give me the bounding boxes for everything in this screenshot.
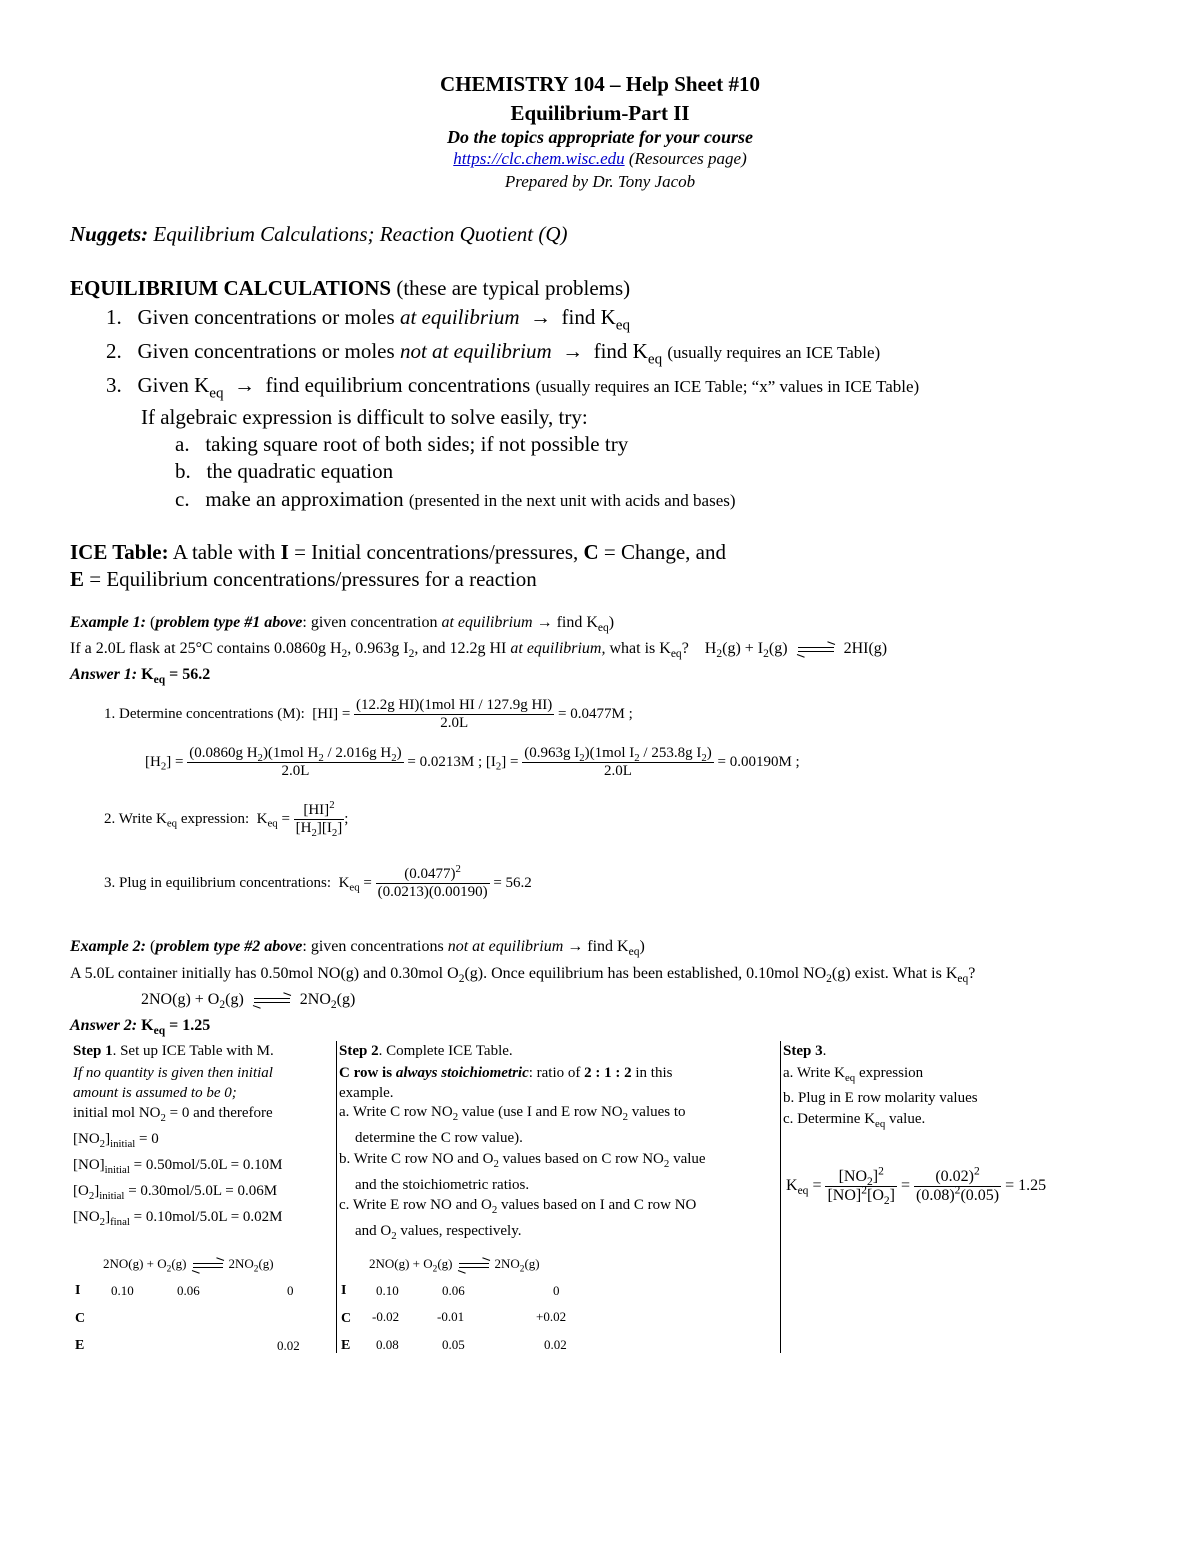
ice-table-1-cell: 0 [287,1283,294,1298]
ice-table-2-reaction: $2NO(g) + O_2(g)$ $2NO_2(g)$ [369,1256,540,1275]
author-line: Prepared by Dr. Tony Jacob [504,172,696,191]
ice-table-1-cell: 0.10 [111,1283,134,1298]
example-2-title: Example 2: (problem type #2 above: given concentrations not at equilibrium → find $K_{eq}$) [70,938,645,959]
ex1-step-1: 1. Determine concentrations (M): [HI] = $\frac{\text{(12.2g HI)(1mol HI / 127.9g HI)}}{2.0L}$ = 0.0477M ; [104,697,633,731]
equilibrium-arrow-icon [254,995,290,1005]
page-title: CHEMISTRY 104 – Help Sheet #10 [440,72,760,96]
example-1-title: Example 1: (problem type #1 above: given concentration at equilibrium → find $K_{eq}$) [70,614,615,635]
ice-table-1-reaction: $2NO(g) + O_2(g)$ $2NO_2(g)$ [103,1256,274,1275]
step-2-c: c. Write E row NO and $O_2$ values based on I and C row NO [339,1197,697,1216]
equilibrium-arrow-icon [798,644,834,654]
eq-calc-title: EQUILIBRIUM CALCULATIONS [70,276,392,300]
nuggets-line [70,222,568,247]
ice-table-2-label-i: I [341,1283,347,1298]
ice-table-2-cell: 0.10 [376,1283,399,1298]
step-2-c-row: C row is always stoichiometric: ratio of 2 : 1 : 2 in this [339,1065,673,1081]
step-2-example: example. [339,1085,394,1101]
hi-fraction: $\frac{\text{(12.2g HI)(1mol HI / 127.9g HI)}}{2.0L}$ [356,697,553,731]
no2-final: $[NO_2]_{final} = 0.10mol/5.0L = 0.02M$ [73,1209,283,1228]
example-1-question: If a 2.0L flask at 25°C contains 0.0860g $H_2$, 0.963g $I_2$, and 12.2g HI at equilibrium, what is $K_{eq}$? $H_2(g) + I_2(g)$ 2HI(g) [70,640,888,661]
ice-table-1-label-c: C [75,1311,86,1326]
ex1-step-2: 2. Write $K_{eq}$ expression: $K_{eq}$ = $\frac{[HI]^2}{[H_2][I_2]}$ ; [104,799,349,839]
answer-1: Answer 1: $K_{eq} = 56.2$ [70,666,211,687]
step-2-title: Step 2. Complete ICE Table. [339,1043,513,1059]
example-1-reaction: $H_2(g) + I_2(g)$ 2HI(g) [704,640,888,661]
no2-initial: $[NO_2]_{initial} = 0$ [73,1131,159,1150]
eq-calc-heading [70,276,630,301]
ice-table-2-label-c: C [341,1311,352,1326]
ice-table-1-cell: 0.06 [177,1283,200,1298]
step-3-title: Step 3. [783,1043,827,1059]
ex1-step-1b: $[H_2]$ = $\frac{(0.0860g H_2)(1mol H_2 / 2.016g H_2)}{2.0L}$ = 0.0213M ; $[I_2]$ = $\frac{(0.963g I_2)(1mol I_2 / 253.8g I_2)}{2.0L}$ = 0.00190M ; [145,745,800,779]
keq-general-fraction: $\frac{[NO_2]^2}{[NO]^2[O_2]}$ [827,1165,895,1208]
h2-fraction: $\frac{(0.0860g H_2)(1mol H_2 / 2.016g H_2)}{2.0L}$ [189,745,402,779]
ice-table-2-cell: 0 [553,1283,560,1298]
ice-table-2-cell: 0.06 [442,1283,465,1298]
step-2-a: a. Write C row $NO_2$ value (use I and E row $NO_2$ values to [339,1104,686,1123]
step-3-b: b. Plug in E row molarity values [783,1090,978,1106]
ice-table-2-cell: -0.01 [437,1309,465,1324]
ice-table-1-cell: 0.02 [277,1338,300,1353]
resource-line [0,149,1200,169]
example-2-question: A 5.0L container initially has 0.50mol NO(g) and 0.30mol $O_2(g)$. Once equilibrium has been established, 0.10mol $NO_2(g)$ exist. What is $K_{eq}$? [70,965,976,986]
keq-values-fraction: $\frac{(0.02)^2}{(0.08)^2(0.05)}$ [916,1165,1000,1204]
step-3-keq-calc: $K_{eq}$ = $\frac{[NO_2]^2}{[NO]^2[O_2]}$ = $\frac{(0.02)^2}{(0.08)^2(0.05)}$ = 1.25 [786,1165,1047,1208]
ice-table-2-cell: 0.08 [376,1337,399,1352]
ex1-step-3: 3. Plug in equilibrium concentrations: $K_{eq}$ = $\frac{(0.0477)^2}{(0.0213)(0.00190)}$ = 56.2 [104,863,532,900]
step-1-note-2: amount is assumed to be 0; [73,1085,237,1101]
resource-link[interactable]: https://clc.chem.wisc.edu [453,149,625,168]
nuggets-text: Equilibrium Calculations; Reaction Quotient (Q) [153,222,568,246]
o2-initial: $[O_2]_{initial} = 0.30mol/5.0L = 0.06M$ [73,1183,278,1202]
eq-calc-item-3: 3. Given $K_{eq}$ → find equilibrium concentrations (usually requires an ICE Table; “x” values in ICE Table) [106,373,920,402]
sub-item-c: c. make an approximation (presented in the next unit with acids and bases) [175,487,736,511]
ice-def-line-2: E = Equilibrium concentrations/pressures for a reaction [70,567,537,591]
equilibrium-arrow-icon [193,1260,223,1270]
ice-def-line-1: ICE Table: A table with I = Initial concentrations/pressures, C = Change, and [70,540,726,564]
step-3-c: c. Determine $K_{eq}$ value. [783,1111,926,1130]
eq-calc-note: (these are typical problems) [396,276,631,300]
sub-item-b: b. the quadratic equation [175,459,394,483]
page-subtitle: Equilibrium-Part II [510,101,690,125]
step-2-a-cont: determine the C row value). [355,1130,523,1146]
step-2-b: b. Write C row NO and $O_2$ values based on C row $NO_2$ value [339,1151,706,1170]
ice-table-2-label-e: E [341,1338,351,1353]
ice-table-2-cell: 0.05 [442,1337,465,1352]
step-2-b-cont: and the stoichiometric ratios. [355,1177,530,1193]
i2-fraction: $\frac{(0.963g I_2)(1mol I_2 / 253.8g I_2)}{2.0L}$ [524,745,712,779]
ice-table-2-cell: 0.02 [544,1337,567,1352]
step-2-c-cont: and $O_2$ values, respectively. [355,1223,522,1242]
step-3-a: a. Write $K_{eq}$ expression [783,1065,924,1084]
example-2-reaction: $2NO(g) + O_2(g)$ $2NO_2(g)$ [141,991,356,1012]
no-initial: $[NO]_{initial} = 0.50mol/5.0L = 0.10M$ [73,1157,283,1176]
nuggets-label: Nuggets: [70,222,149,246]
eq-calc-item-2: 2. Given concentrations or moles not at equilibrium → find $K_{eq}$ (usually requires an ICE Table) [106,339,881,368]
equilibrium-arrow-icon [459,1260,489,1270]
plug-fraction: $\frac{(0.0477)^2}{(0.0213)(0.00190)}$ [377,863,488,900]
ice-table-1-label-e: E [75,1338,85,1353]
ice-table-2-cell: +0.02 [536,1309,567,1324]
keq-expression-fraction: $\frac{[HI]^2}{[H_2][I_2]}$ [295,799,343,839]
step-1-note-1: If no quantity is given then initial [73,1065,273,1081]
ice-table-1-label-i: I [75,1283,81,1298]
step-1-title: Step 1. Set up ICE Table with M. [73,1043,274,1059]
ice-table-2-cell: -0.02 [372,1309,400,1324]
column-divider-1 [336,1041,337,1353]
course-instruction: Do the topics appropriate for your course [447,127,753,147]
resource-suffix: (Resources page) [628,149,747,168]
column-divider-2 [780,1041,781,1353]
sub-item-a: a. taking square root of both sides; if not possible try [175,432,629,456]
step-1-line-1: initial mol $NO_2 = 0$ and therefore [73,1105,273,1124]
algebra-line: If algebraic expression is difficult to solve easily, try: [141,405,588,429]
answer-2: Answer 2: $K_{eq} = 1.25$ [70,1017,211,1038]
eq-calc-item-1: 1. Given concentrations or moles at equilibrium → find $K_{eq}$ [106,305,631,334]
